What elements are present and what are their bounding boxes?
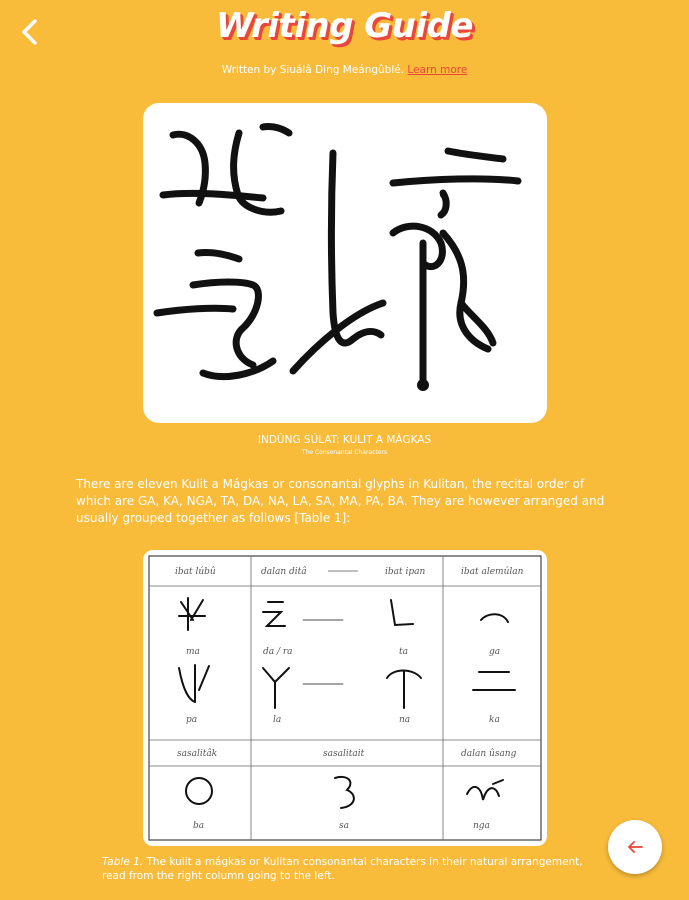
row1-col3: ta [399, 647, 408, 657]
row2-col4: ka [489, 715, 500, 725]
row1-col2: da / ra [263, 647, 293, 657]
row2-col2: la [273, 715, 282, 725]
table-header2-3: dalan ûsang [461, 749, 517, 759]
table-header-1: ibat lúbû [175, 567, 216, 577]
table-header-2: dalan ditâ [261, 567, 307, 577]
arrow-left-icon [626, 840, 644, 854]
learn-more-link[interactable]: Learn more [407, 64, 468, 76]
row2-col3: na [399, 715, 411, 725]
row1-col1: ma [186, 647, 200, 657]
consonant-table [143, 550, 547, 846]
row2-col1: pa [186, 715, 198, 725]
table-caption-label: Table 1. [102, 856, 144, 868]
table-header-4: ibat alemúlan [461, 567, 524, 577]
table-header-3: ibat ipan [385, 567, 426, 577]
kulitan-calligraphy-image [143, 103, 547, 423]
table-1-image [143, 550, 547, 846]
row3-col1: ba [193, 821, 205, 831]
table-caption [102, 855, 592, 883]
author-line [0, 64, 689, 76]
row3-col3: nga [473, 821, 490, 831]
table-caption-text: The kulit a mágkas or Kulitan consonantal characters in their natural arrangement, read from the right column going to the left. [102, 856, 583, 882]
back-fab-button[interactable] [608, 820, 662, 874]
page-title: Writing Guide [216, 6, 473, 46]
row3-col2: sa [339, 821, 349, 831]
author-text: Written by Siuálâ Ding Meángûblé. [221, 64, 408, 76]
intro-paragraph: There are eleven Kulit a Mágkas or consonantal glyphs in Kulitan, the recital order of which are GA, KA, NGA, TA, DA, NA, LA, SA, MA, PA, BA. They are however arranged and usually grouped together as follows [Table 1]: [76, 477, 605, 525]
table-header2-2: sasalitait [323, 749, 365, 759]
row1-col4: ga [489, 647, 501, 657]
hero-image [143, 103, 547, 423]
table-header2-1: sasalitâk [177, 749, 218, 759]
hero-caption-subtitle: The Consonantal Characters [301, 449, 388, 456]
hero-caption-title: INDÛNG SÚLAT: KULIT A MÁGKAS [257, 434, 432, 446]
